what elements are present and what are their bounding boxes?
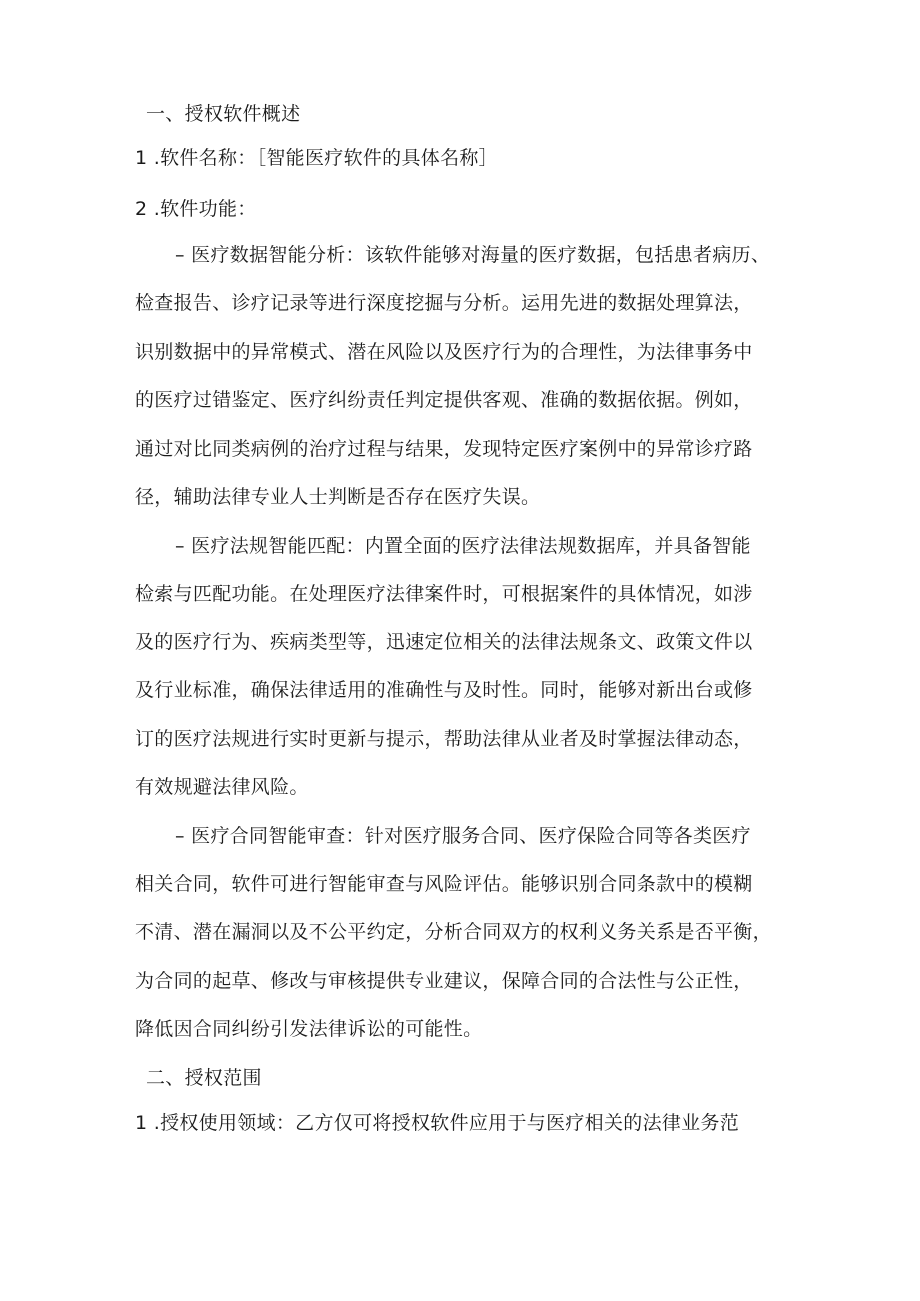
section-heading-2: 二、授权范围 (146, 1067, 262, 1089)
paragraph-line: 通过对比同类病例的治疗过程与结果，发现特定医疗案例中的异常诊疗路 (135, 438, 753, 460)
paragraph-line: – 医疗合同智能审查：针对医疗服务合同、医疗保险合同等各类医疗 (175, 825, 751, 847)
paragraph-line: 的医疗过错鉴定、医疗纠纷责任判定提供客观、准确的数据依据。例如， (135, 389, 753, 411)
paragraph-line: 检查报告、诊疗记录等进行深度挖掘与分析。运用先进的数据处理算法， (135, 292, 753, 314)
paragraph-line: 降低因合同纠纷引发法律诉讼的可能性。 (135, 1018, 483, 1040)
paragraph-line: 及行业标准，确保法律适用的准确性与及时性。同时，能够对新出台或修 (135, 679, 753, 701)
paragraph-line: 相关合同，软件可进行智能审查与风险评估。能够识别合同条款中的模糊 (135, 873, 753, 895)
paragraph-line: 不清、潜在漏洞以及不公平约定，分析合同双方的权利义务关系是否平衡， (135, 921, 772, 943)
paragraph-line: 为合同的起草、修改与审核提供专业建议，保障合同的合法性与公正性， (135, 970, 753, 992)
paragraph-line: 径，辅助法律专业人士判断是否存在医疗失误。 (135, 486, 541, 508)
software-name-item: 1 .软件名称：［智能医疗软件的具体名称］ (135, 147, 498, 169)
usage-field-item: 1 .授权使用领域：乙方仅可将授权软件应用于与医疗相关的法律业务范 (135, 1112, 740, 1134)
paragraph-line: 识别数据中的异常模式、潜在风险以及医疗行为的合理性，为法律事务中 (135, 341, 753, 363)
section-heading-1: 一、授权软件概述 (146, 103, 301, 125)
paragraph-line: 检索与匹配功能。在处理医疗法律案件时，可根据案件的具体情况，如涉 (135, 583, 753, 605)
paragraph-line: 订的医疗法规进行实时更新与提示，帮助法律从业者及时掌握法律动态， (135, 728, 753, 750)
paragraph-line: 有效规避法律风险。 (135, 776, 309, 798)
software-function-item: 2 .软件功能： (135, 198, 257, 220)
paragraph-line: – 医疗法规智能匹配：内置全面的医疗法律法规数据库，并具备智能 (175, 535, 751, 557)
paragraph-line: 及的医疗行为、疾病类型等，迅速定位相关的法律法规条文、政策文件以 (135, 631, 753, 653)
paragraph-line: – 医疗数据智能分析：该软件能够对海量的医疗数据，包括患者病历、 (175, 244, 771, 266)
